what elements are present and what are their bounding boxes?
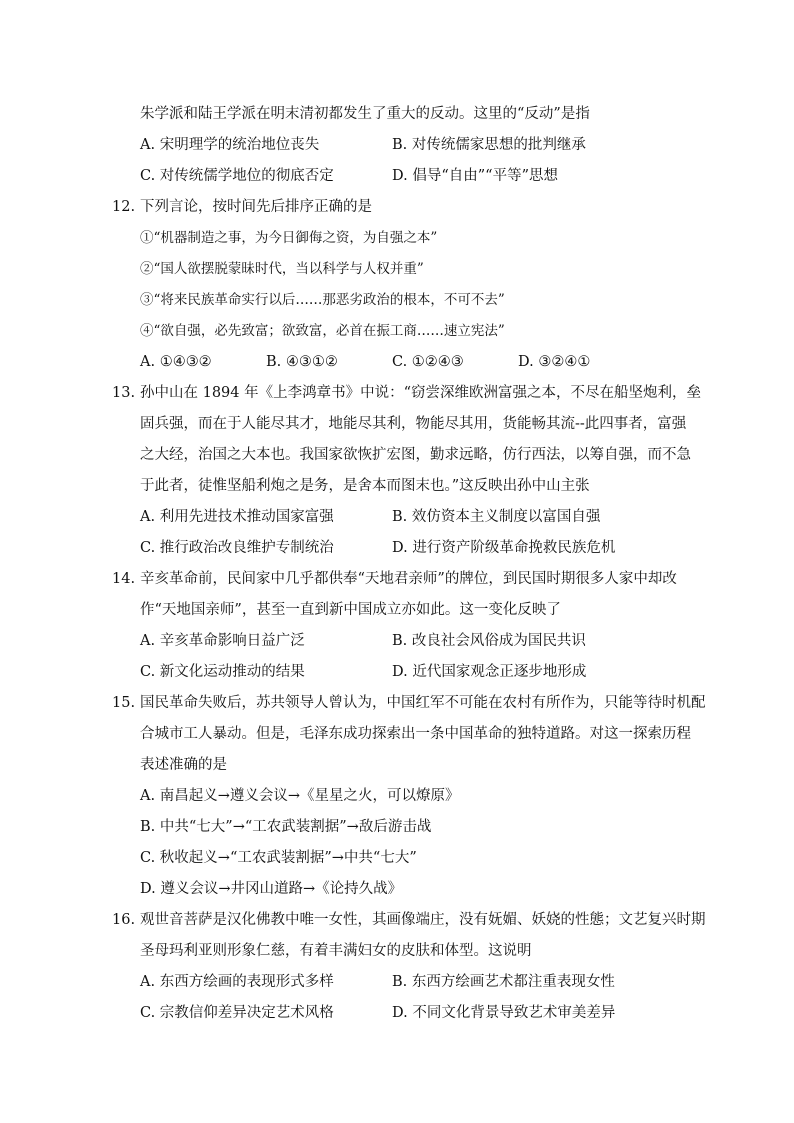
q11-stem-tail: 朱学派和陆王学派在明末清初都发生了重大的反动。这里的“反动”是指 [140,106,590,122]
q16-stem-line-1: 观世音菩萨是汉化佛教中唯一女性，其画像端庄，没有妩媚、妖娆的性態；文艺复兴时期 [140,912,706,928]
q13-stem-line-1: 孙中山在 1894 年《上李鸿章书》中说：“窃尝深维欧洲富强之本，不尽在船坚炮利，垒 [140,385,702,401]
q14-stem-line-1: 辛亥革命前，民间家中几乎都供奉“天地君亲师”的牌位，到民国时期很多人家中却改 [140,571,677,587]
q15-option-c: C. 秋收起义→“工农武装割据”→中共“七大” [140,850,417,866]
q16-number: 16. [112,912,136,928]
q11-option-d: D. 倡导“自由”“平等”思想 [392,168,558,184]
q12-number: 12. [112,199,136,215]
q16-option-a: A. 东西方绘画的表现形式多样 [140,974,334,990]
q12-option-c: C. ①②④③ [392,354,464,370]
q15-stem-line-2: 合城市工人暴动。但是，毛泽东成功探索出一条中国革命的独特道路。对这一探索历程 [140,726,691,742]
q12-quote-4: ④“欲自强，必先致富；欲致富，必首在振工商……速立宪法” [140,323,505,339]
q15-number: 15. [112,695,136,711]
q12-option-b: B. ④③①② [266,354,338,370]
q15-option-d: D. 遵义会议→井冈山道路→《论持久战》 [140,881,403,897]
q13-stem-line-2: 固兵强，而在于人能尽其才，地能尽其利，物能尽其用，货能畅其流--此四事者，富强 [140,416,687,432]
q15-option-b: B. 中共“七大”→“工农武装割据”→敌后游击战 [140,819,432,835]
q12-quote-2: ②“国人欲摆脱蒙昧时代，当以科学与人权并重” [140,261,424,277]
q11-option-c: C. 对传统儒学地位的彻底否定 [140,168,334,184]
q12-option-a: A. ①④③② [140,354,212,370]
q13-option-a: A. 利用先进技术推动国家富强 [140,509,334,525]
q13-number: 13. [112,385,136,401]
q11-option-b: B. 对传统儒家思想的批判继承 [392,137,586,153]
q14-option-b: B. 改良社会风俗成为国民共识 [392,633,586,649]
q12-quote-1: ①“机器制造之事，为今日御侮之资，为自强之本” [140,230,438,246]
q15-option-a: A. 南昌起义→遵义会议→《星星之火，可以燎原》 [140,788,460,804]
q16-option-b: B. 东西方绘画艺术都注重表现女性 [392,974,615,990]
q13-option-c: C. 推行政治改良维护专制统治 [140,540,334,556]
q16-option-c: C. 宗教信仰差异决定艺术风格 [140,1005,334,1021]
q14-number: 14. [112,571,136,587]
q13-stem-line-4: 于此者，徒惟坚船利炮之是务，是舍本而图末也。”这反映出孙中山主张 [140,478,590,494]
q12-option-d: D. ③②④① [518,354,591,370]
q12-quote-3: ③“将来民族革命实行以后……那恶劣政治的根本，不可不去” [140,292,505,308]
q12-stem: 下列言论，按时间先后排序正确的是 [140,199,372,215]
q13-stem-line-3: 之大经，治国之大本也。我国家欲恢扩宏图，勤求远略，仿行西法，以筹自强，而不急 [140,447,691,463]
q14-option-a: A. 辛亥革命影响日益广泛 [140,633,305,649]
q14-stem-line-2: 作“天地国亲师”，甚至一直到新中国成立亦如此。这一变化反映了 [140,602,561,618]
q16-option-d: D. 不同文化背景导致艺术审美差异 [392,1005,616,1021]
q13-option-d: D. 进行资产阶级革命挽救民族危机 [392,540,616,556]
q14-option-d: D. 近代国家观念正逐步地形成 [392,664,587,680]
q15-stem-line-1: 国民革命失败后，苏共领导人曾认为，中国红军不可能在农村有所作为，只能等待时机配 [140,695,706,711]
q11-option-a: A. 宋明理学的统治地位丧失 [140,137,320,153]
q15-stem-line-3: 表述准确的是 [140,757,227,773]
q13-option-b: B. 效仿资本主义制度以富国自强 [392,509,601,525]
q16-stem-line-2: 圣母玛利亚则形象仁慈，有着丰满妇女的皮肤和体型。这说明 [140,943,532,959]
q14-option-c: C. 新文化运动推动的结果 [140,664,305,680]
